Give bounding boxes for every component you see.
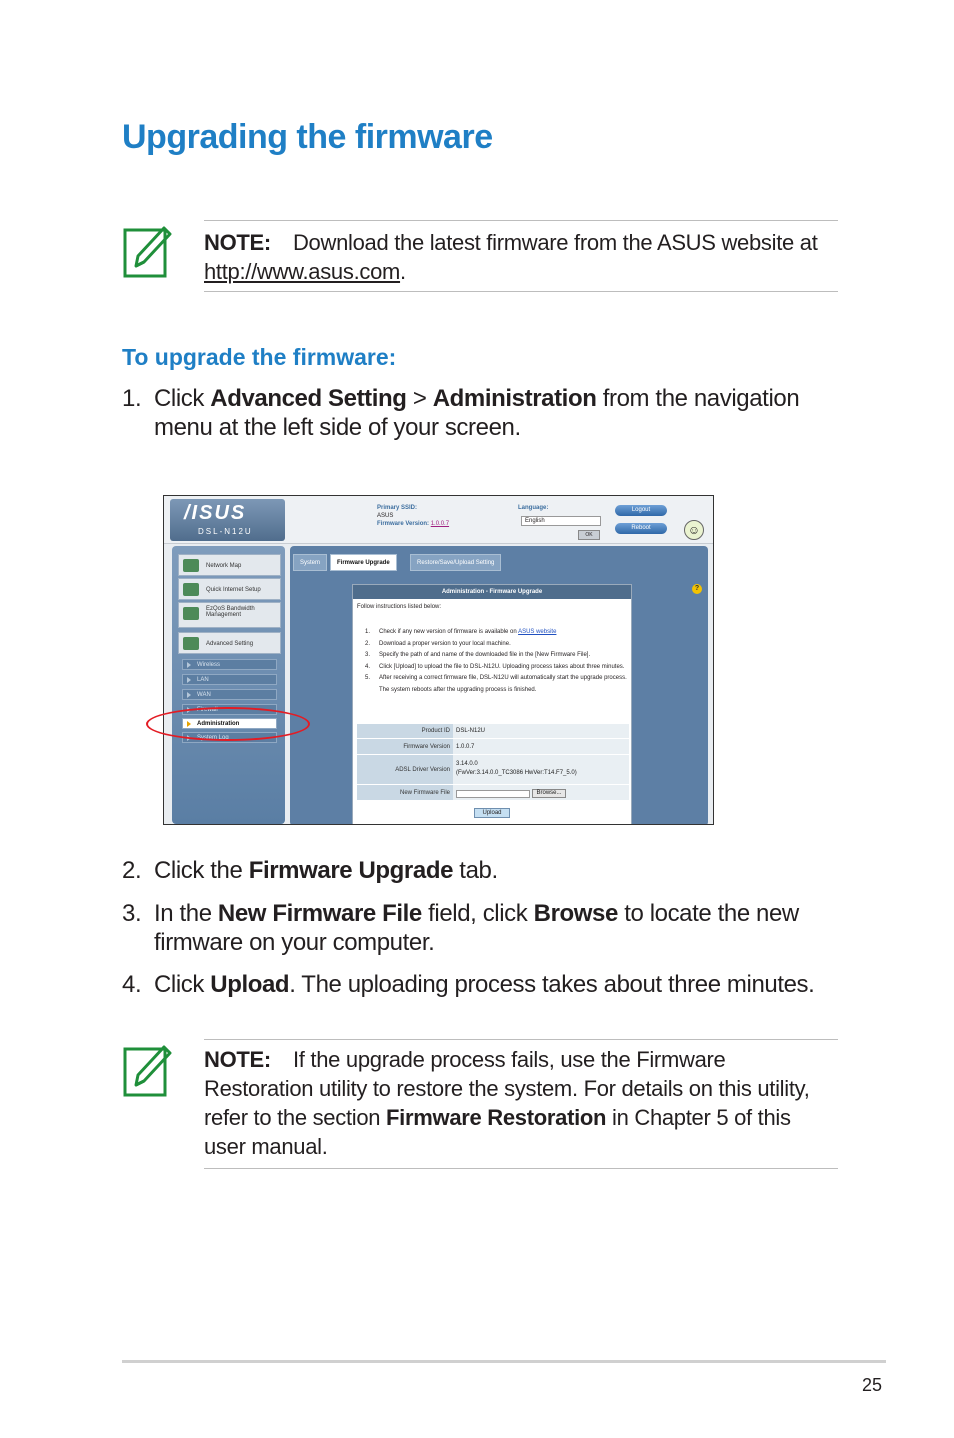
note-label: NOTE: <box>204 230 271 255</box>
page-number: 25 <box>862 1375 883 1395</box>
quick-setup-icon <box>183 583 199 596</box>
tab-system[interactable]: System <box>293 554 327 571</box>
firmware-version-value: 1.0.0.7 <box>453 739 629 754</box>
note-download-firmware: NOTE: Download the latest firmware from the ASUS website at http://www.asus.com. <box>204 220 838 292</box>
submenu-lan[interactable]: LAN <box>182 674 277 685</box>
language-label: Language: <box>518 505 549 511</box>
help-icon[interactable]: ? <box>692 584 702 594</box>
sidebar-item-network-map[interactable]: Network Map <box>178 554 281 576</box>
reboot-button[interactable]: Reboot <box>615 523 667 534</box>
administration-highlight-ellipse <box>146 707 310 741</box>
note-pencil-icon <box>122 1041 174 1099</box>
sidebar-item-ezqos[interactable]: EzQoS Bandwidth Management <box>178 602 281 628</box>
instructions-list: 1. Check if any new version of firmware is available on ASUS website 2. Download a proper version to your local machine. 3. Specify the path of and name of the downloaded file in the [New Firmware File]. 4. Click [Upload] to upload the file to DSL-N12U. Uploading process takes about three minutes. 5. After receiving a correct firmware file, DSL-N12U will automatically start the upgrade process. The system reboots after the upgrading process is finished. <box>365 629 627 693</box>
note-text: Download the latest firmware from the ASUS website at <box>292 230 818 255</box>
footer-rule <box>122 1360 886 1363</box>
browse-button[interactable]: Browse... <box>532 789 566 798</box>
arrow-icon <box>187 692 191 698</box>
sidebar-item-quick-setup[interactable]: Quick Internet Setup <box>178 578 281 600</box>
page-title: Upgrading the firmware <box>122 118 493 156</box>
submenu-system-log[interactable]: System Log <box>182 732 277 743</box>
step-3: 3. In the New Firmware File field, click Browse to locate the new firmware on your computer. <box>122 900 799 956</box>
logout-button[interactable]: Logout <box>615 505 667 516</box>
firmware-info-table: Product ID DSL-N12U Firmware Version 1.0.0.7 ADSL Driver Version 3.14.0.0 (FwVer:3.14.0.0_TC3086 HwVer:T14.F7_5.0) New Firmware File Browse... <box>357 724 629 801</box>
section-subheading: To upgrade the firmware: <box>122 344 397 370</box>
note-upgrade-fails: NOTE: If the upgrade process fails, use the Firmware Restoration utility to restore the system. For details on this utility, refer to the section Firmware Restoration in Chapter 5 of this user manual. <box>204 1039 838 1169</box>
firmware-upgrade-panel: Administration - Firmware Upgrade Follow instructions listed below: 1. Check if any new version of firmware is available on ASUS website 2. Download a proper version to your local machine. 3. Specify the path of and name of the downloaded file in the [New Firmware File]. 4. Click [Upload] to upload the file to DSL-N12U. Uploading process takes about three minutes. 5. After receiving a correct firmware file, DSL-N12U will automatically start the upgrade process. The system reboots after the upgrading process is finished. Product ID DSL-N12U Firmware Version 1.0.0.7 ADSL Driver Version 3.14.0.0 (FwVer:3.14.0.0_TC3086 HwVer:T14.F7_5.0) New Firmware File Browse... Upload <box>352 584 632 825</box>
asus-website-link[interactable]: ASUS website <box>518 629 557 635</box>
submenu-wan[interactable]: WAN <box>182 689 277 700</box>
tab-firmware-upgrade[interactable]: Firmware Upgrade <box>330 554 397 571</box>
language-select[interactable]: English <box>521 516 601 526</box>
step-1: 1. Click Advanced Setting > Administration from the navigation menu at the left side of your screen. <box>122 385 800 441</box>
sidebar-item-advanced-setting[interactable]: Advanced Setting <box>178 632 281 654</box>
tab-restore-save-upload[interactable]: Restore/Save/Upload Setting <box>410 554 501 571</box>
panel-title: Administration - Firmware Upgrade <box>353 585 631 599</box>
submenu-wireless[interactable]: Wireless <box>182 659 277 670</box>
advanced-setting-icon <box>183 637 199 650</box>
asus-website-link[interactable]: http://www.asus.com <box>204 259 401 284</box>
submenu-administration[interactable]: Administration <box>182 718 277 729</box>
new-firmware-file-input[interactable] <box>456 790 530 798</box>
router-ui-screenshot <box>163 495 714 825</box>
arrow-icon <box>187 662 191 668</box>
router-header <box>164 496 713 544</box>
network-map-icon <box>183 559 199 572</box>
note-pencil-icon <box>122 222 174 280</box>
smiley-icon: ☺ <box>684 520 704 540</box>
submenu-firewall[interactable]: Firewall <box>182 704 277 715</box>
header-info: Primary SSID: ASUS Firmware Version: 1.0.0.7 <box>377 505 450 527</box>
product-id-value: DSL-N12U <box>453 724 629 738</box>
arrow-icon <box>187 677 191 683</box>
router-sidebar <box>172 546 285 824</box>
ezqos-icon <box>183 607 199 620</box>
asus-logo: /ISUS DSL-N12U <box>170 499 285 541</box>
language-ok-button[interactable]: OK <box>578 530 600 540</box>
step-4: 4. Click Upload. The uploading process takes about three minutes. <box>122 971 815 998</box>
router-content <box>290 546 708 825</box>
upload-button[interactable]: Upload <box>474 808 510 818</box>
step-2: 2. Click the Firmware Upgrade tab. <box>122 857 498 884</box>
